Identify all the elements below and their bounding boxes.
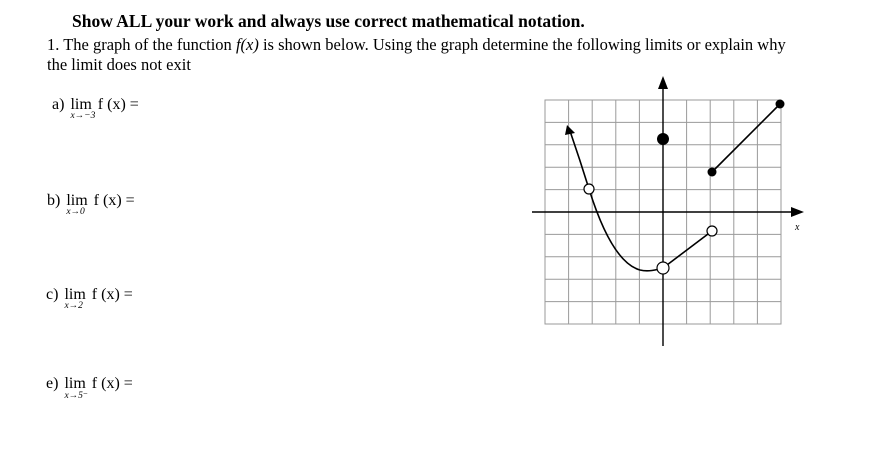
open-point-middle-end (707, 226, 717, 236)
limit-c-approach: x→2 (64, 301, 83, 311)
x-axis-arrow (791, 207, 804, 217)
limit-c: c) lim x→2 f (x) = (46, 286, 133, 311)
curve-left (570, 131, 663, 271)
question-line-2: the limit does not exit (47, 55, 191, 74)
limit-e: e) lim x→5⁻ f (x) = (46, 375, 133, 401)
x-axis-label: x (795, 222, 800, 233)
curve-left-arrow (565, 125, 575, 135)
page-heading: Show ALL your work and always use correct mathematical notation. (72, 11, 585, 31)
limit-a-approach: x→−3 (70, 111, 96, 121)
function-name: f(x) (235, 35, 259, 54)
y-axis-arrow (658, 76, 668, 89)
axes (532, 88, 795, 346)
limit-b-approach: x→0 (66, 207, 85, 217)
open-point-left (584, 184, 594, 194)
closed-point-right-end (776, 100, 785, 109)
curve-right (712, 104, 780, 172)
curve-middle (663, 231, 712, 268)
closed-point-y-axis (657, 133, 669, 145)
limit-b: b) lim x→0 f (x) = (47, 192, 135, 217)
question-line-1: 1. The graph of the function f(x) is shown below. Using the graph determine the following limits or explain why (47, 35, 786, 54)
limit-e-approach: x→5⁻ (64, 391, 88, 401)
closed-point-right-start (708, 168, 717, 177)
limit-a: a) lim x→−3 f (x) = (52, 96, 139, 121)
open-point-origin-bottom (657, 262, 669, 274)
